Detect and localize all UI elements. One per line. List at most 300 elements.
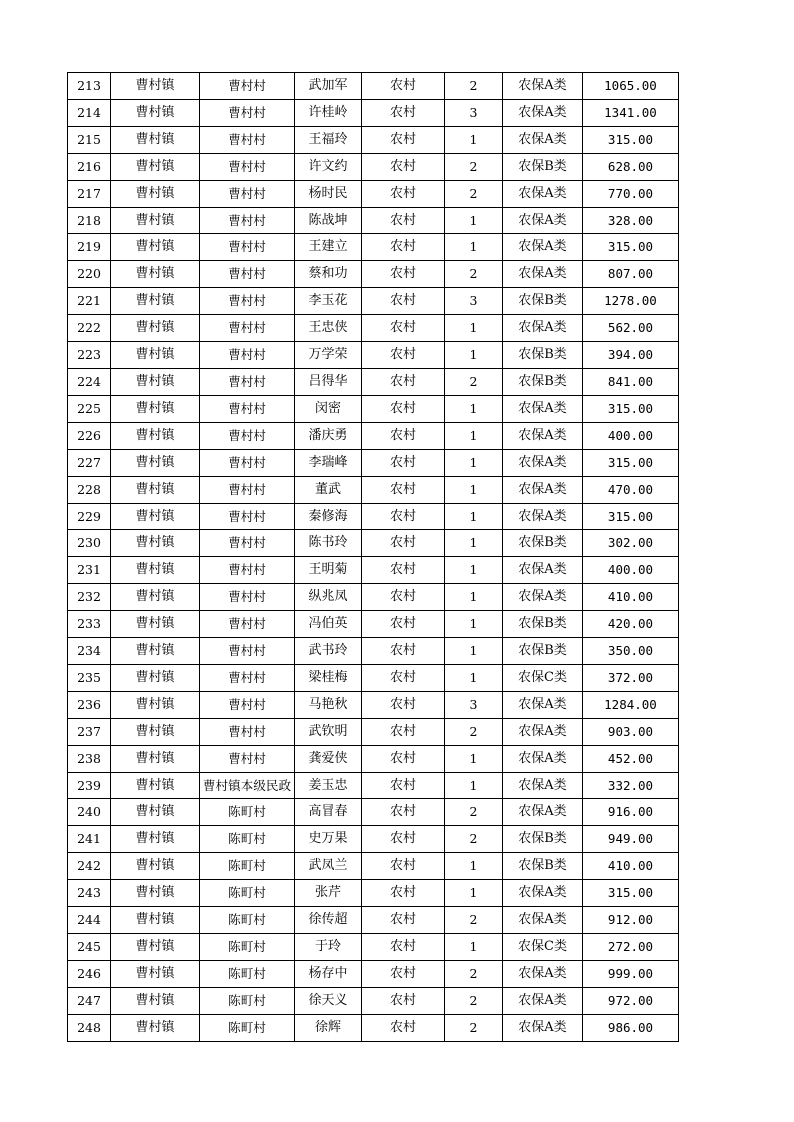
- village-cell: 曹村村: [200, 664, 295, 691]
- name-cell: 董武: [295, 476, 362, 503]
- insurance-type-cell: 农保A类: [503, 799, 583, 826]
- household-size-cell: 3: [445, 99, 503, 126]
- category-cell: 农村: [362, 180, 445, 207]
- amount-cell: 912.00: [583, 907, 679, 934]
- insurance-type-cell: 农保A类: [503, 315, 583, 342]
- village-cell: 曹村村: [200, 557, 295, 584]
- amount-cell: 350.00: [583, 638, 679, 665]
- village-cell: 曹村村: [200, 126, 295, 153]
- amount-cell: 410.00: [583, 853, 679, 880]
- row-number-cell: 221: [68, 288, 111, 315]
- name-cell: 武钦明: [295, 718, 362, 745]
- row-number-cell: 245: [68, 934, 111, 961]
- name-cell: 杨存中: [295, 960, 362, 987]
- amount-cell: 452.00: [583, 745, 679, 772]
- row-number-cell: 232: [68, 584, 111, 611]
- amount-cell: 400.00: [583, 422, 679, 449]
- household-size-cell: 2: [445, 1014, 503, 1041]
- town-cell: 曹村镇: [111, 73, 200, 100]
- row-number-cell: 230: [68, 530, 111, 557]
- insurance-type-cell: 农保A类: [503, 960, 583, 987]
- insurance-type-cell: 农保A类: [503, 584, 583, 611]
- town-cell: 曹村镇: [111, 288, 200, 315]
- row-number-cell: 226: [68, 422, 111, 449]
- household-size-cell: 1: [445, 557, 503, 584]
- amount-cell: 332.00: [583, 772, 679, 799]
- name-cell: 高冒春: [295, 799, 362, 826]
- table-row: [68, 207, 679, 234]
- household-size-cell: 3: [445, 288, 503, 315]
- village-cell: 陈町村: [200, 960, 295, 987]
- household-size-cell: 1: [445, 853, 503, 880]
- row-number-cell: 233: [68, 611, 111, 638]
- name-cell: 史万果: [295, 826, 362, 853]
- category-cell: 农村: [362, 557, 445, 584]
- row-number-cell: 213: [68, 73, 111, 100]
- name-cell: 张芹: [295, 880, 362, 907]
- row-number-cell: 235: [68, 664, 111, 691]
- household-size-cell: 2: [445, 960, 503, 987]
- table-row: [68, 395, 679, 422]
- category-cell: 农村: [362, 422, 445, 449]
- category-cell: 农村: [362, 907, 445, 934]
- insurance-type-cell: 农保A类: [503, 1014, 583, 1041]
- town-cell: 曹村镇: [111, 853, 200, 880]
- insurance-type-cell: 农保A类: [503, 880, 583, 907]
- household-size-cell: 1: [445, 422, 503, 449]
- household-size-cell: 1: [445, 664, 503, 691]
- amount-cell: 372.00: [583, 664, 679, 691]
- insurance-type-cell: 农保A类: [503, 422, 583, 449]
- row-number-cell: 214: [68, 99, 111, 126]
- village-cell: 曹村村: [200, 476, 295, 503]
- table-row: [68, 664, 679, 691]
- household-size-cell: 2: [445, 826, 503, 853]
- household-size-cell: 1: [445, 880, 503, 907]
- row-number-cell: 234: [68, 638, 111, 665]
- table-row: [68, 99, 679, 126]
- table-row: [68, 503, 679, 530]
- village-cell: 曹村村: [200, 395, 295, 422]
- village-cell: 陈町村: [200, 934, 295, 961]
- amount-cell: 999.00: [583, 960, 679, 987]
- category-cell: 农村: [362, 691, 445, 718]
- insurance-type-cell: 农保A类: [503, 234, 583, 261]
- amount-cell: 562.00: [583, 315, 679, 342]
- category-cell: 农村: [362, 584, 445, 611]
- insurance-type-cell: 农保B类: [503, 611, 583, 638]
- insurance-type-cell: 农保B类: [503, 153, 583, 180]
- table-row: [68, 853, 679, 880]
- row-number-cell: 244: [68, 907, 111, 934]
- category-cell: 农村: [362, 99, 445, 126]
- household-size-cell: 1: [445, 503, 503, 530]
- village-cell: 陈町村: [200, 907, 295, 934]
- amount-cell: 394.00: [583, 342, 679, 369]
- amount-cell: 272.00: [583, 934, 679, 961]
- town-cell: 曹村镇: [111, 772, 200, 799]
- insurance-type-cell: 农保A类: [503, 395, 583, 422]
- village-cell: 曹村村: [200, 153, 295, 180]
- table-row: [68, 530, 679, 557]
- insurance-type-cell: 农保A类: [503, 987, 583, 1014]
- insurance-type-cell: 农保A类: [503, 745, 583, 772]
- name-cell: 梁桂梅: [295, 664, 362, 691]
- category-cell: 农村: [362, 503, 445, 530]
- category-cell: 农村: [362, 745, 445, 772]
- category-cell: 农村: [362, 664, 445, 691]
- town-cell: 曹村镇: [111, 422, 200, 449]
- village-cell: 陈町村: [200, 799, 295, 826]
- row-number-cell: 239: [68, 772, 111, 799]
- table-row: [68, 261, 679, 288]
- town-cell: 曹村镇: [111, 907, 200, 934]
- amount-cell: 916.00: [583, 799, 679, 826]
- amount-cell: 628.00: [583, 153, 679, 180]
- category-cell: 农村: [362, 368, 445, 395]
- town-cell: 曹村镇: [111, 611, 200, 638]
- village-cell: 曹村村: [200, 691, 295, 718]
- table-row: [68, 1014, 679, 1041]
- household-size-cell: 1: [445, 342, 503, 369]
- table-row: [68, 342, 679, 369]
- town-cell: 曹村镇: [111, 826, 200, 853]
- name-cell: 杨时民: [295, 180, 362, 207]
- name-cell: 龚爱侠: [295, 745, 362, 772]
- village-cell: 曹村村: [200, 449, 295, 476]
- insurance-type-cell: 农保A类: [503, 718, 583, 745]
- town-cell: 曹村镇: [111, 718, 200, 745]
- amount-cell: 1341.00: [583, 99, 679, 126]
- amount-cell: 410.00: [583, 584, 679, 611]
- table-row: [68, 826, 679, 853]
- insurance-type-cell: 农保A类: [503, 503, 583, 530]
- category-cell: 农村: [362, 73, 445, 100]
- village-cell: 曹村村: [200, 288, 295, 315]
- table-row: [68, 799, 679, 826]
- table-row: [68, 449, 679, 476]
- household-size-cell: 1: [445, 476, 503, 503]
- household-size-cell: 1: [445, 530, 503, 557]
- category-cell: 农村: [362, 342, 445, 369]
- household-size-cell: 1: [445, 611, 503, 638]
- insurance-type-cell: 农保A类: [503, 691, 583, 718]
- insurance-type-cell: 农保A类: [503, 126, 583, 153]
- village-cell: 曹村村: [200, 315, 295, 342]
- town-cell: 曹村镇: [111, 503, 200, 530]
- town-cell: 曹村镇: [111, 557, 200, 584]
- village-cell: 曹村村: [200, 638, 295, 665]
- amount-cell: 420.00: [583, 611, 679, 638]
- table-row: [68, 315, 679, 342]
- name-cell: 秦修海: [295, 503, 362, 530]
- village-cell: 曹村村: [200, 234, 295, 261]
- table-row: [68, 987, 679, 1014]
- town-cell: 曹村镇: [111, 1014, 200, 1041]
- town-cell: 曹村镇: [111, 180, 200, 207]
- household-size-cell: 2: [445, 718, 503, 745]
- village-cell: 陈町村: [200, 853, 295, 880]
- household-size-cell: 1: [445, 638, 503, 665]
- table-row: [68, 153, 679, 180]
- household-size-cell: 1: [445, 126, 503, 153]
- name-cell: 陈战坤: [295, 207, 362, 234]
- row-number-cell: 216: [68, 153, 111, 180]
- amount-cell: 315.00: [583, 449, 679, 476]
- table-row: [68, 234, 679, 261]
- insurance-type-cell: 农保B类: [503, 342, 583, 369]
- household-size-cell: 1: [445, 745, 503, 772]
- insurance-type-cell: 农保A类: [503, 99, 583, 126]
- household-size-cell: 1: [445, 449, 503, 476]
- insurance-type-cell: 农保A类: [503, 772, 583, 799]
- category-cell: 农村: [362, 718, 445, 745]
- amount-cell: 470.00: [583, 476, 679, 503]
- row-number-cell: 217: [68, 180, 111, 207]
- name-cell: 徐天义: [295, 987, 362, 1014]
- category-cell: 农村: [362, 288, 445, 315]
- household-size-cell: 2: [445, 799, 503, 826]
- village-cell: 曹村村: [200, 261, 295, 288]
- household-size-cell: 1: [445, 584, 503, 611]
- household-size-cell: 2: [445, 153, 503, 180]
- amount-cell: 400.00: [583, 557, 679, 584]
- name-cell: 武凤兰: [295, 853, 362, 880]
- village-cell: 曹村村: [200, 584, 295, 611]
- row-number-cell: 229: [68, 503, 111, 530]
- category-cell: 农村: [362, 1014, 445, 1041]
- village-cell: 曹村村: [200, 99, 295, 126]
- village-cell: 曹村村: [200, 207, 295, 234]
- household-size-cell: 2: [445, 261, 503, 288]
- category-cell: 农村: [362, 449, 445, 476]
- town-cell: 曹村镇: [111, 934, 200, 961]
- category-cell: 农村: [362, 799, 445, 826]
- table-row: [68, 288, 679, 315]
- category-cell: 农村: [362, 853, 445, 880]
- household-size-cell: 2: [445, 987, 503, 1014]
- amount-cell: 972.00: [583, 987, 679, 1014]
- town-cell: 曹村镇: [111, 234, 200, 261]
- name-cell: 于玲: [295, 934, 362, 961]
- village-cell: 曹村村: [200, 611, 295, 638]
- village-cell: 曹村村: [200, 342, 295, 369]
- category-cell: 农村: [362, 960, 445, 987]
- row-number-cell: 242: [68, 853, 111, 880]
- amount-cell: 841.00: [583, 368, 679, 395]
- name-cell: 潘庆勇: [295, 422, 362, 449]
- household-size-cell: 2: [445, 180, 503, 207]
- village-cell: 曹村镇本级民政: [200, 772, 295, 799]
- name-cell: 纵兆凤: [295, 584, 362, 611]
- table-row: [68, 611, 679, 638]
- name-cell: 许文约: [295, 153, 362, 180]
- household-size-cell: 1: [445, 234, 503, 261]
- row-number-cell: 243: [68, 880, 111, 907]
- household-size-cell: 1: [445, 395, 503, 422]
- amount-cell: 770.00: [583, 180, 679, 207]
- insurance-type-cell: 农保B类: [503, 368, 583, 395]
- town-cell: 曹村镇: [111, 880, 200, 907]
- table-row: [68, 476, 679, 503]
- row-number-cell: 218: [68, 207, 111, 234]
- row-number-cell: 225: [68, 395, 111, 422]
- category-cell: 农村: [362, 611, 445, 638]
- row-number-cell: 224: [68, 368, 111, 395]
- amount-cell: 986.00: [583, 1014, 679, 1041]
- town-cell: 曹村镇: [111, 315, 200, 342]
- table-row: [68, 934, 679, 961]
- table-row: [68, 772, 679, 799]
- table-row: [68, 638, 679, 665]
- table-body: [68, 73, 679, 1042]
- category-cell: 农村: [362, 207, 445, 234]
- name-cell: 冯伯英: [295, 611, 362, 638]
- row-number-cell: 246: [68, 960, 111, 987]
- name-cell: 王忠侠: [295, 315, 362, 342]
- village-cell: 曹村村: [200, 368, 295, 395]
- row-number-cell: 247: [68, 987, 111, 1014]
- name-cell: 王建立: [295, 234, 362, 261]
- insurance-type-cell: 农保B类: [503, 288, 583, 315]
- row-number-cell: 219: [68, 234, 111, 261]
- insurance-type-cell: 农保A类: [503, 449, 583, 476]
- category-cell: 农村: [362, 772, 445, 799]
- town-cell: 曹村镇: [111, 664, 200, 691]
- name-cell: 吕得华: [295, 368, 362, 395]
- village-cell: 陈町村: [200, 880, 295, 907]
- category-cell: 农村: [362, 826, 445, 853]
- name-cell: 徐辉: [295, 1014, 362, 1041]
- town-cell: 曹村镇: [111, 99, 200, 126]
- row-number-cell: 231: [68, 557, 111, 584]
- row-number-cell: 228: [68, 476, 111, 503]
- table-row: [68, 126, 679, 153]
- town-cell: 曹村镇: [111, 449, 200, 476]
- row-number-cell: 238: [68, 745, 111, 772]
- village-cell: 曹村村: [200, 530, 295, 557]
- amount-cell: 949.00: [583, 826, 679, 853]
- insurance-type-cell: 农保A类: [503, 907, 583, 934]
- village-cell: 曹村村: [200, 503, 295, 530]
- category-cell: 农村: [362, 934, 445, 961]
- amount-cell: 903.00: [583, 718, 679, 745]
- table-row: [68, 368, 679, 395]
- insurance-type-cell: 农保A类: [503, 476, 583, 503]
- insurance-type-cell: 农保C类: [503, 664, 583, 691]
- town-cell: 曹村镇: [111, 153, 200, 180]
- town-cell: 曹村镇: [111, 368, 200, 395]
- town-cell: 曹村镇: [111, 691, 200, 718]
- table-row: [68, 718, 679, 745]
- table-row: [68, 880, 679, 907]
- table-row: [68, 960, 679, 987]
- amount-cell: 328.00: [583, 207, 679, 234]
- row-number-cell: 248: [68, 1014, 111, 1041]
- town-cell: 曹村镇: [111, 261, 200, 288]
- town-cell: 曹村镇: [111, 960, 200, 987]
- name-cell: 万学荣: [295, 342, 362, 369]
- row-number-cell: 237: [68, 718, 111, 745]
- amount-cell: 315.00: [583, 234, 679, 261]
- insurance-type-cell: 农保B类: [503, 530, 583, 557]
- table-row: [68, 584, 679, 611]
- row-number-cell: 236: [68, 691, 111, 718]
- village-cell: 曹村村: [200, 73, 295, 100]
- insurance-type-cell: 农保B类: [503, 638, 583, 665]
- table-row: [68, 691, 679, 718]
- town-cell: 曹村镇: [111, 207, 200, 234]
- insurance-type-cell: 农保A类: [503, 180, 583, 207]
- household-size-cell: 3: [445, 691, 503, 718]
- town-cell: 曹村镇: [111, 745, 200, 772]
- category-cell: 农村: [362, 880, 445, 907]
- insurance-type-cell: 农保A类: [503, 557, 583, 584]
- village-cell: 陈町村: [200, 826, 295, 853]
- household-size-cell: 2: [445, 73, 503, 100]
- row-number-cell: 240: [68, 799, 111, 826]
- row-number-cell: 220: [68, 261, 111, 288]
- town-cell: 曹村镇: [111, 126, 200, 153]
- name-cell: 马艳秋: [295, 691, 362, 718]
- category-cell: 农村: [362, 315, 445, 342]
- household-size-cell: 1: [445, 207, 503, 234]
- household-size-cell: 1: [445, 315, 503, 342]
- town-cell: 曹村镇: [111, 342, 200, 369]
- town-cell: 曹村镇: [111, 395, 200, 422]
- relief-roster-table: [67, 72, 679, 1042]
- amount-cell: 1278.00: [583, 288, 679, 315]
- town-cell: 曹村镇: [111, 584, 200, 611]
- name-cell: 李瑞峰: [295, 449, 362, 476]
- town-cell: 曹村镇: [111, 987, 200, 1014]
- category-cell: 农村: [362, 530, 445, 557]
- insurance-type-cell: 农保C类: [503, 934, 583, 961]
- row-number-cell: 222: [68, 315, 111, 342]
- row-number-cell: 227: [68, 449, 111, 476]
- name-cell: 姜玉忠: [295, 772, 362, 799]
- insurance-type-cell: 农保B类: [503, 853, 583, 880]
- village-cell: 陈町村: [200, 1014, 295, 1041]
- table-row: [68, 422, 679, 449]
- household-size-cell: 2: [445, 907, 503, 934]
- amount-cell: 807.00: [583, 261, 679, 288]
- category-cell: 农村: [362, 234, 445, 261]
- name-cell: 陈书玲: [295, 530, 362, 557]
- name-cell: 李玉花: [295, 288, 362, 315]
- table-row: [68, 73, 679, 100]
- category-cell: 农村: [362, 987, 445, 1014]
- row-number-cell: 215: [68, 126, 111, 153]
- village-cell: 曹村村: [200, 180, 295, 207]
- name-cell: 王明菊: [295, 557, 362, 584]
- household-size-cell: 2: [445, 368, 503, 395]
- town-cell: 曹村镇: [111, 476, 200, 503]
- household-size-cell: 1: [445, 934, 503, 961]
- row-number-cell: 223: [68, 342, 111, 369]
- amount-cell: 315.00: [583, 880, 679, 907]
- name-cell: 闵密: [295, 395, 362, 422]
- insurance-type-cell: 农保A类: [503, 207, 583, 234]
- amount-cell: 1284.00: [583, 691, 679, 718]
- amount-cell: 1065.00: [583, 73, 679, 100]
- town-cell: 曹村镇: [111, 799, 200, 826]
- village-cell: 曹村村: [200, 422, 295, 449]
- village-cell: 陈町村: [200, 987, 295, 1014]
- amount-cell: 315.00: [583, 395, 679, 422]
- insurance-type-cell: 农保A类: [503, 261, 583, 288]
- category-cell: 农村: [362, 638, 445, 665]
